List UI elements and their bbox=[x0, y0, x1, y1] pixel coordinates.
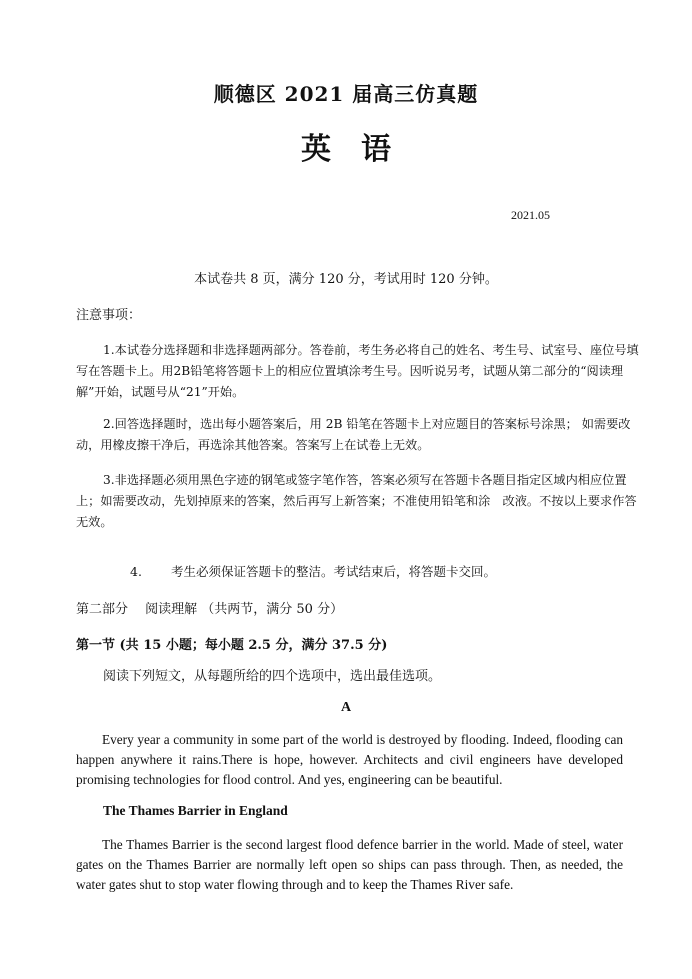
part-two-heading: 第二部分 阅读理解 （共两节，满分 50 分） bbox=[76, 602, 344, 617]
exam-info: 本试卷共 8 页，满分 120 分，考试用时 120 分钟。 bbox=[194, 272, 498, 287]
passage-paragraph-1: Every year a community in some part of the world is destroyed by flooding. Indeed, flooding can happen anywhere it rains.There is hope, however. Architects and civil engineers have developed promising technologies for flood control. And yes, engineering can be beautiful. bbox=[76, 732, 623, 787]
subject-title: 英语 bbox=[301, 132, 421, 167]
section-one-heading: 第一节 (共 15 小题；每小题 2.5 分，满分 37.5 分) bbox=[76, 638, 388, 653]
passage-letter: A bbox=[340, 700, 352, 715]
note-item-1: 1.本试卷分选择题和非选择题两部分。答卷前，考生务必将自己的姓名、考生号、试室号、座位号填写在答题卡上。用2B铅笔将答题卡上的相应位置填涂考生号。因听说另考，试题从第二部分的“阅读理解”开始，试题号从“21”开始。 bbox=[76, 343, 639, 399]
note-item-2: 2.回答选择题时，选出每小题答案后，用 2B 铅笔在答题卡上对应题目的答案标号涂黑； 如需要改动，用橡皮擦干净后，再选涂其他答案。答案写上在试卷上无效。 bbox=[76, 417, 631, 452]
exam-date: 2021.05 bbox=[511, 208, 550, 222]
notes-heading: 注意事项： bbox=[76, 308, 142, 323]
passage-subheading: The Thames Barrier in England bbox=[103, 803, 288, 818]
note-item-3: 3.非选择题必须用黑色字迹的钢笔或签字笔作答，答案必须写在答题卡各题目指定区域内相应位置上；如需要改动，先划掉原来的答案，然后再写上新答案；不准使用铅笔和涂 改液。不按以上要求作答无效。 bbox=[76, 473, 637, 529]
reading-instruction: 阅读下列短文，从每题所给的四个选项中，选出最佳选项。 bbox=[103, 669, 442, 684]
exam-title: 顺德区 2021 届高三仿真题 bbox=[213, 82, 479, 106]
note-item-4-number: 4. bbox=[130, 564, 142, 579]
note-item-4-text: 考生必须保证答题卡的整洁。考试结束后，将答题卡交回。 bbox=[171, 564, 497, 579]
passage-paragraph-2: The Thames Barrier is the second largest flood defence barrier in the world. Made of steel, water gates on the Thames Barrier are normally left open so ships can pass through. Then, as needed, the water gates shut to stop water flowing through and to keep the Thames River safe. bbox=[76, 837, 623, 892]
note-item-4 bbox=[76, 561, 640, 582]
